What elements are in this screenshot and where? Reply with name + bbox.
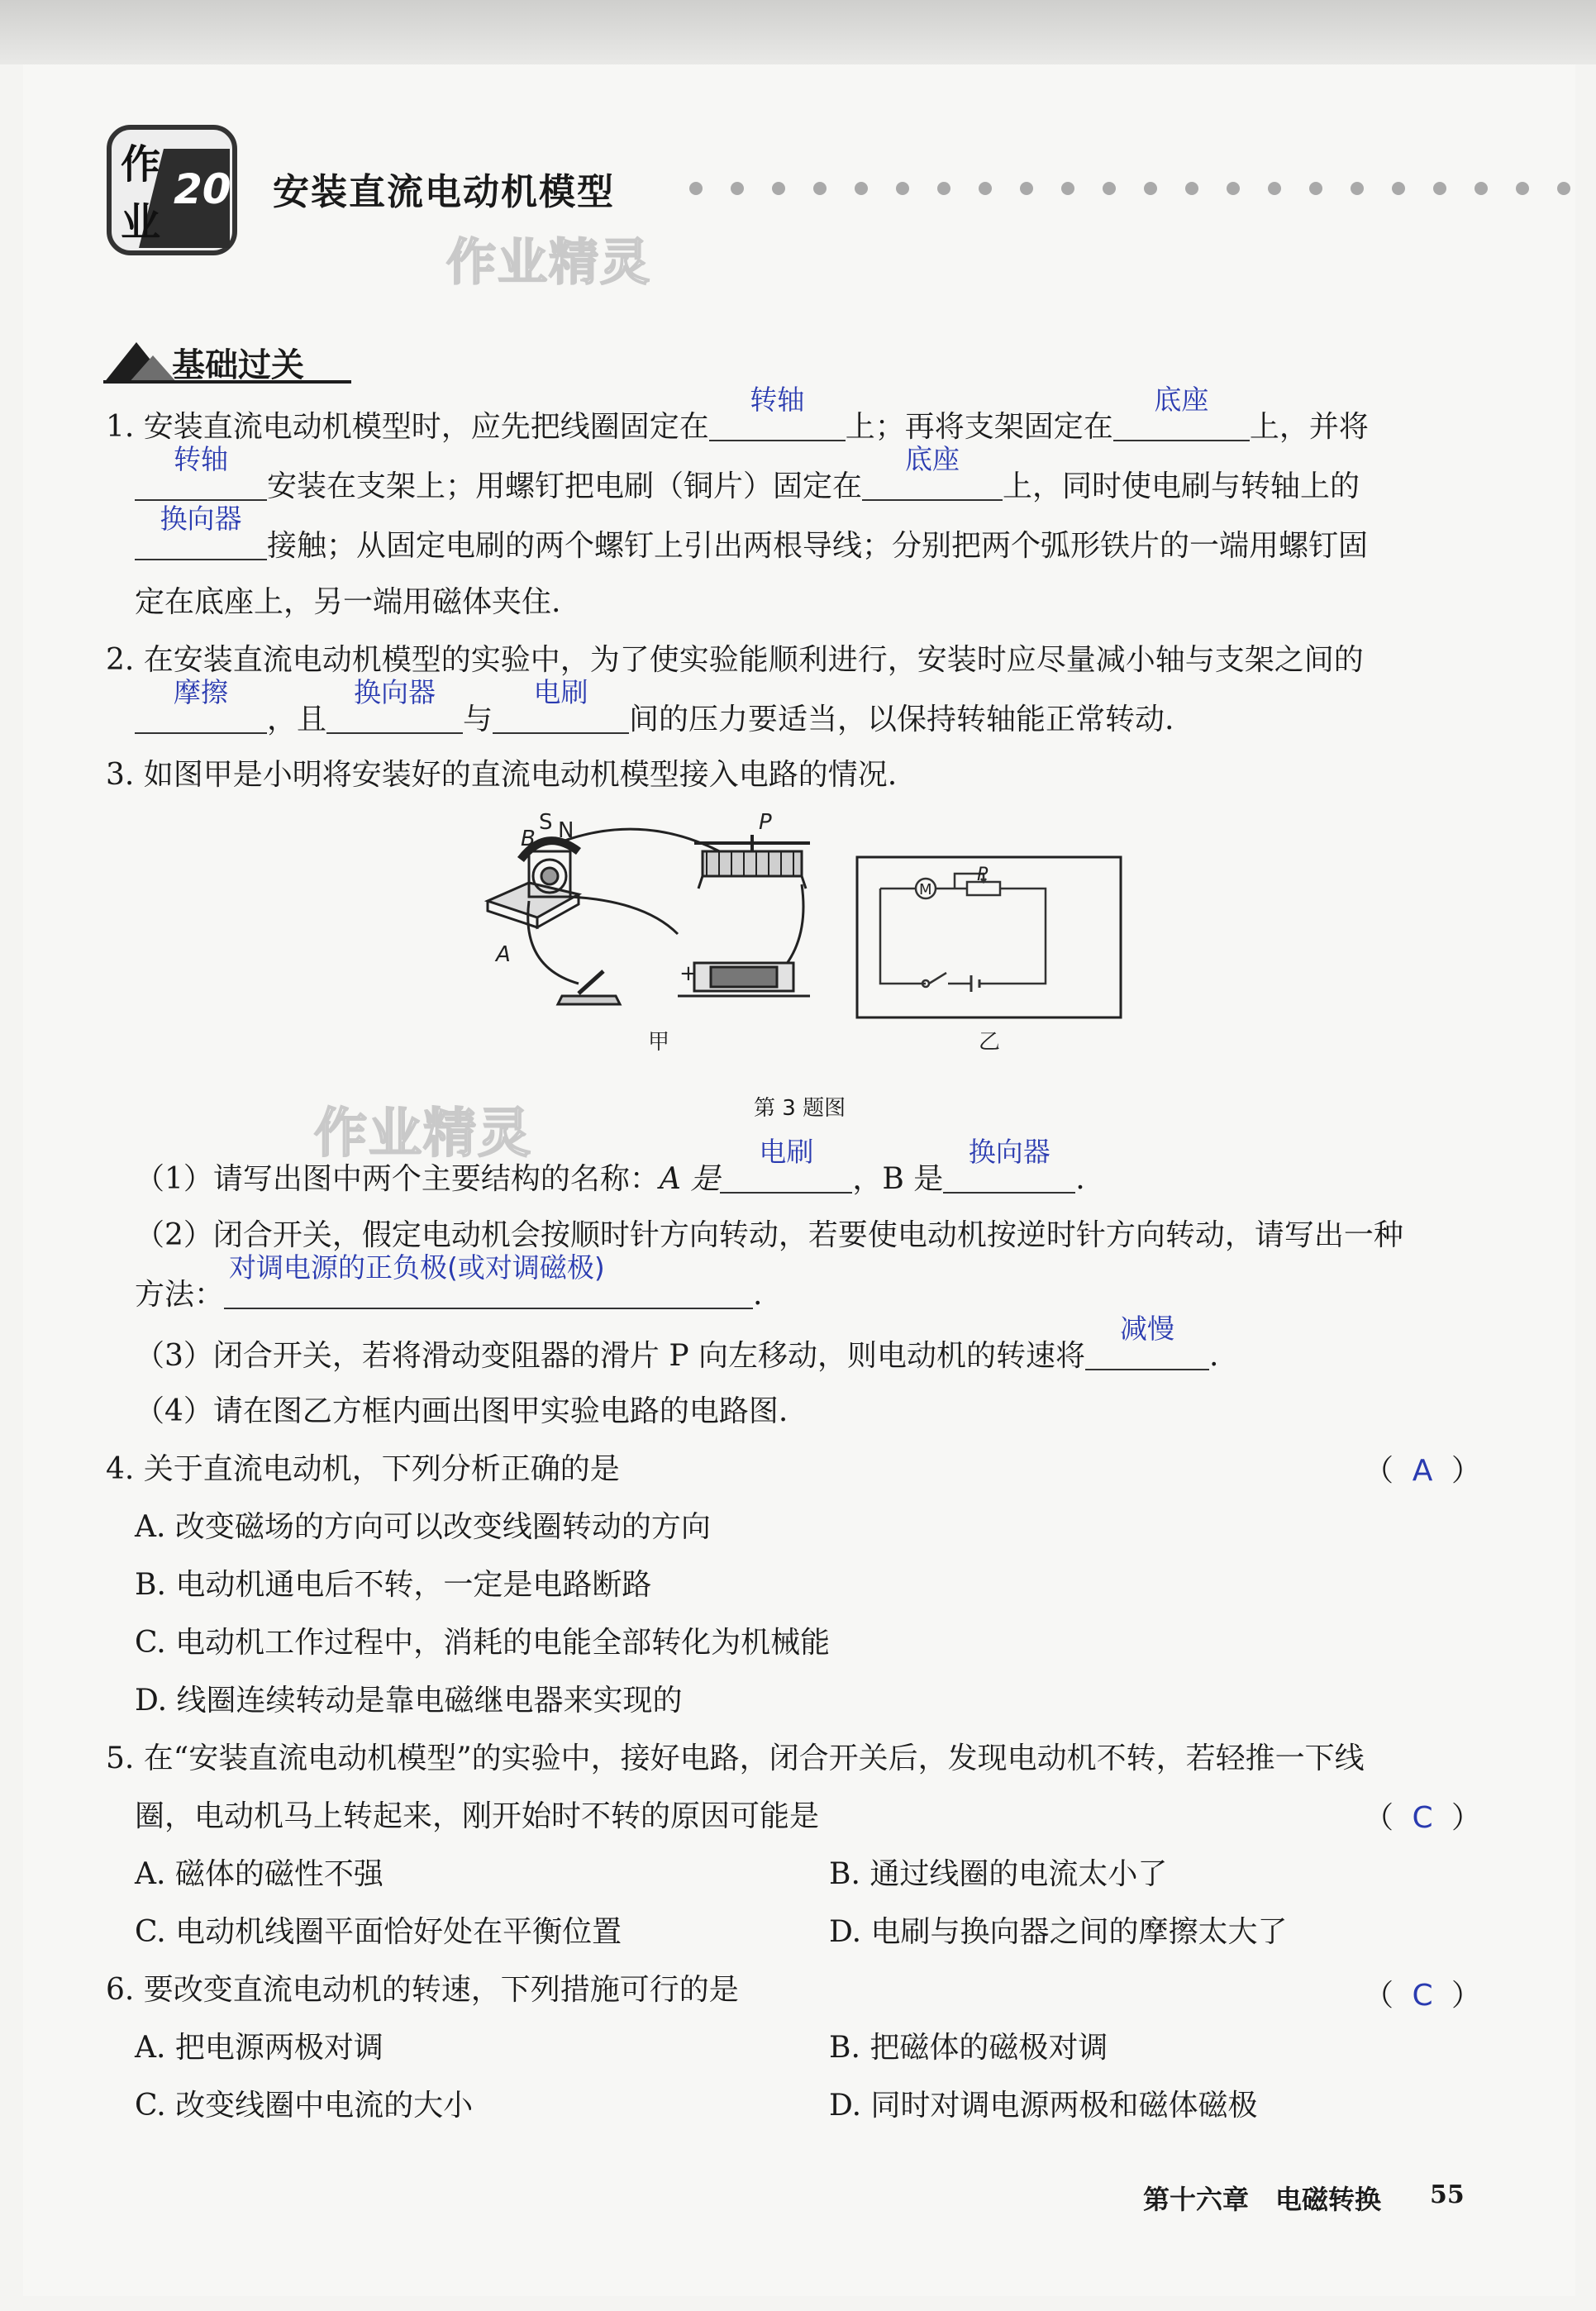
q2-line-2: 摩擦 ，且 换向器 与 电刷 间的压力要适当，以保持转轴能正常转动. <box>135 696 1174 741</box>
q3-sub2-line-2: 方法： 对调电源的正负极(或对调磁极) . <box>135 1251 763 1312</box>
q1-blank-3: 转轴 <box>135 463 267 501</box>
fig-mark-p: P <box>759 810 772 835</box>
figure-label-yi: 乙 <box>979 1030 1001 1055</box>
q1-blank-4: 底座 <box>862 463 1003 501</box>
q1-blank-1: 转轴 <box>709 403 846 441</box>
q3-sub1-blank-a: 电刷 <box>720 1156 852 1194</box>
page-number: 55 <box>1430 2180 1465 2209</box>
chapter-footer: 第十六章 电磁转换 <box>1143 2184 1382 2215</box>
fig-mark-m: M <box>919 881 932 898</box>
q3-sub4: （4）请在图乙方框内画出图甲实验电路的电路图. <box>135 1394 788 1428</box>
q2-blank-3: 电刷 <box>493 696 629 734</box>
q5-answer: C <box>1412 1801 1433 1835</box>
q1-blank-5: 换向器 <box>135 522 267 560</box>
q6-option-d: D. 同时对调电源两极和磁体磁极 <box>829 2089 1258 2123</box>
q6-option-b: B. 把磁体的磁极对调 <box>829 2031 1108 2065</box>
badge-char-ye: 业 <box>121 199 161 245</box>
q5-answer-paren: （ C ） <box>1364 1797 1481 1840</box>
watermark-middle: 作业精灵 <box>314 1103 532 1165</box>
q2-blank-2: 换向器 <box>326 696 463 734</box>
q1-line-1: 1. 安装直流电动机模型时，应先把线圈固定在 转轴 上；再将支架固定在 底座 上，并将 <box>106 384 1369 444</box>
q6-answer-paren: （ C ） <box>1364 1975 1481 2018</box>
q4-stem: 4. 关于直流电动机，下列分析正确的是 <box>106 1452 620 1486</box>
q3-sub2-line-1: （2）闭合开关，假定电动机会按顺时针方向转动，若要使电动机按逆时针方向转动，请写出一种 <box>135 1218 1403 1252</box>
q1-blank-2: 底座 <box>1113 403 1250 441</box>
q5-option-a: A. 磁体的磁性不强 <box>135 1857 384 1891</box>
q3-sub1: （1）请写出图中两个主要结构的名称：A 是 电刷 ，B 是 换向器 . <box>135 1136 1085 1196</box>
watermark-top: 作业精灵 <box>446 234 651 292</box>
fig-mark-b: B <box>521 827 536 851</box>
figure-caption: 第 3 题图 <box>754 1096 846 1121</box>
fig-mark-s: S <box>539 810 553 835</box>
badge-char-zuo: 作 <box>121 141 161 188</box>
q5-option-b: B. 通过线圈的电流太小了 <box>829 1857 1168 1891</box>
q5-option-c: C. 电动机线圈平面恰好处在平衡位置 <box>135 1915 622 1949</box>
section-title: 基础过关 <box>172 346 304 384</box>
q6-option-c: C. 改变线圈中电流的大小 <box>135 2089 474 2123</box>
page-title: 安装直流电动机模型 <box>273 171 615 213</box>
fig-mark-plus: + <box>679 961 698 986</box>
q4-option-a: A. 改变磁场的方向可以改变线圈转动的方向 <box>135 1510 711 1544</box>
q6-answer: C <box>1412 1979 1433 2013</box>
header-dot-leader <box>688 179 1580 198</box>
q5-stem-line-1: 5. 在“安装直流电动机模型”的实验中，接好电路，闭合开关后，发现电动机不转，若轻推一下线 <box>106 1742 1365 1775</box>
q3-sub1-blank-b: 换向器 <box>943 1156 1075 1194</box>
figure-label-jia: 甲 <box>648 1030 670 1055</box>
scan-top-band <box>0 0 1596 64</box>
q4-answer-paren: （ A ） <box>1364 1450 1481 1493</box>
q1-line-4: 定在底座上，另一端用磁体夹住. <box>135 585 561 619</box>
q6-stem: 6. 要改变直流电动机的转速，下列措施可行的是 <box>106 1973 739 2007</box>
q3-sub3-blank: 减慢 <box>1085 1332 1209 1370</box>
q4-option-c: C. 电动机工作过程中，消耗的电能全部转化为机械能 <box>135 1626 831 1660</box>
q1-line-2: 转轴 安装在支架上；用螺钉把电刷（铜片）固定在 底座 上，同时使电刷与转轴上的 <box>135 463 1360 508</box>
fig-mark-n: N <box>558 818 574 843</box>
q6-option-a: A. 把电源两极对调 <box>135 2031 384 2065</box>
q3-sub3: （3）闭合开关，若将滑动变阻器的滑片 P 向左移动，则电动机的转速将 减慢 . <box>135 1313 1219 1373</box>
q1-line-3: 换向器 接触；从固定电刷的两个螺钉上引出两根导线；分别把两个弧形铁片的一端用螺钉固 <box>135 522 1368 568</box>
q3-stem: 3. 如图甲是小明将安装好的直流电动机模型接入电路的情况. <box>106 758 898 792</box>
figure-yi-circuit <box>855 855 1122 1019</box>
q4-option-d: D. 线圈连续转动是靠电磁继电器来实现的 <box>135 1684 683 1718</box>
q4-answer: A <box>1412 1454 1433 1488</box>
q5-option-d: D. 电刷与换向器之间的摩擦太大了 <box>829 1915 1288 1949</box>
q3-sub2-blank: 对调电源的正负极(或对调磁极) <box>224 1271 753 1309</box>
q2-blank-1: 摩擦 <box>135 696 267 734</box>
fig-mark-p-circuit: P <box>977 865 989 885</box>
homework-number: 20 <box>174 165 231 213</box>
q2-line-1: 2. 在安装直流电动机模型的实验中，为了使实验能顺利进行，安装时应尽量减小轴与支架之间的 <box>106 643 1364 677</box>
q5-stem-line-2: 圈，电动机马上转起来，刚开始时不转的原因可能是 <box>135 1799 820 1833</box>
fig-mark-a: A <box>496 942 511 967</box>
q4-option-b: B. 电动机通电后不转，一定是电路断路 <box>135 1568 652 1602</box>
